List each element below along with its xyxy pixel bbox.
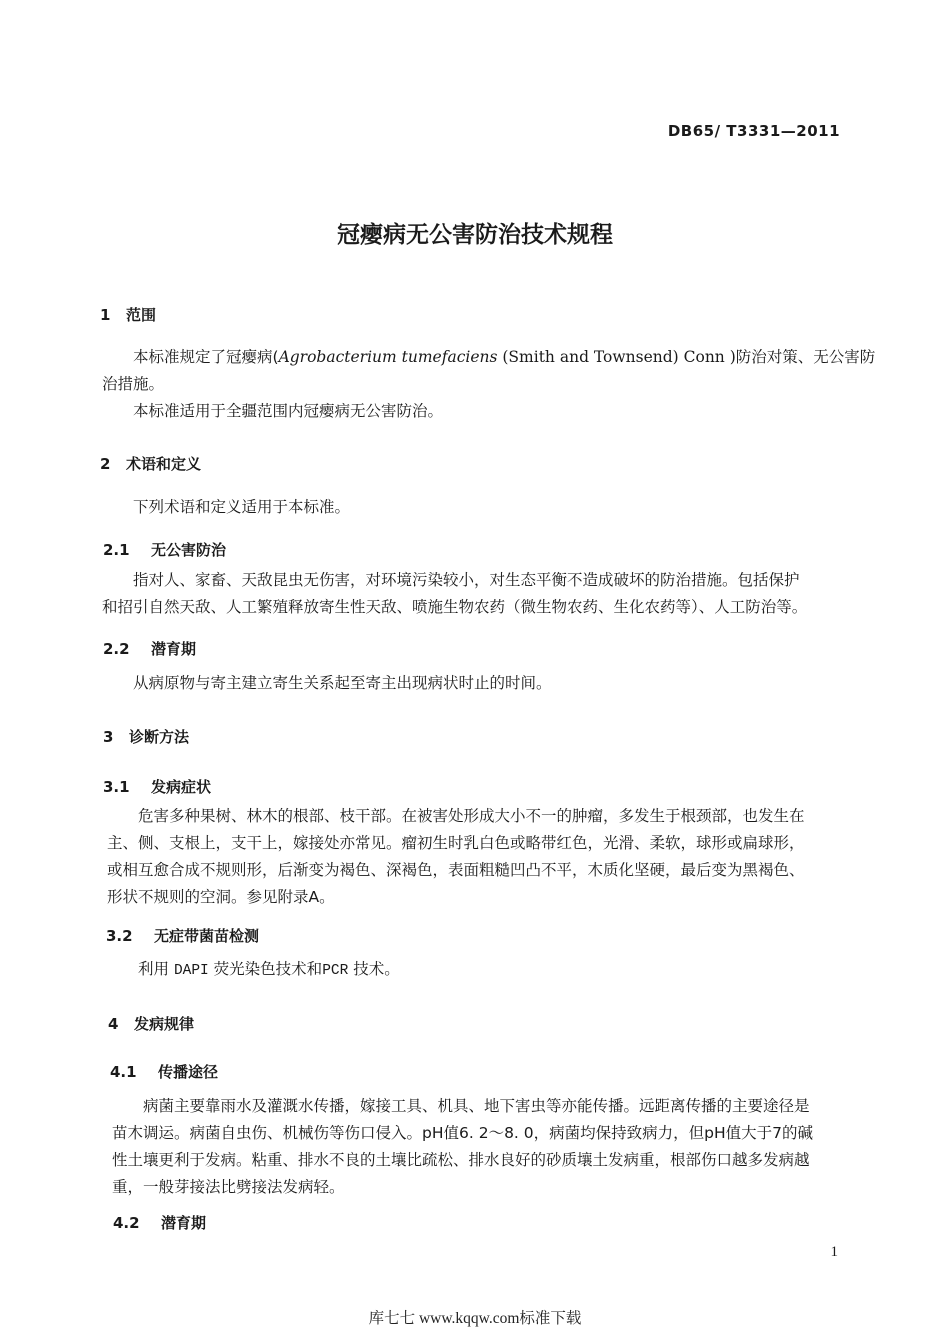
pcr-term: PCR	[322, 963, 349, 979]
section-title: 范围	[126, 306, 157, 324]
footer-watermark-link[interactable]: 库七七 www.kqqw.com标准下载	[368, 1310, 582, 1327]
text-line: 性土壤更利于发病。粘重、排水不良的土壤比疏松、排水良好的砂质壤土发病重，根部伤口越多发病越	[112, 1151, 810, 1169]
section-3-heading	[103, 726, 189, 747]
subsection-2-1-paragraph	[102, 567, 807, 621]
text-line: 主、侧、支根上，支干上，嫁接处亦常见。瘤初生时乳白色或略带红色，光滑、柔软，球形或扁球形，	[107, 834, 805, 852]
text-line: 或相互愈合成不规则形，后渐变为褐色、深褐色，表面粗糙凹凸不平，木质化坚硬，最后变为黑褐色、	[107, 861, 805, 879]
page-number: 1	[830, 1244, 838, 1260]
subsection-4-1-heading	[110, 1061, 218, 1082]
subsection-title: 潜育期	[151, 640, 197, 658]
subsection-number: 3.2	[106, 927, 133, 945]
subsection-2-1-heading	[103, 539, 226, 560]
subsection-number: 2.2	[103, 640, 130, 658]
dapi-term: DAPI	[173, 963, 209, 979]
section-title: 术语和定义	[126, 455, 202, 473]
subsection-4-2-heading	[113, 1212, 206, 1233]
subsection-number: 2.1	[103, 541, 130, 559]
subsection-3-2-heading	[106, 925, 259, 946]
section-1-heading	[100, 304, 156, 325]
text-line: 形状不规则的空洞。参见附录A。	[107, 888, 335, 906]
subsection-3-1-heading	[103, 776, 211, 797]
section-title: 发病规律	[134, 1015, 195, 1033]
subsection-2-2-heading	[103, 638, 196, 659]
subsection-title: 无症带菌苗检测	[154, 927, 260, 945]
section-1-paragraph-1	[102, 344, 875, 425]
subsection-3-2-paragraph: 利用 DAPI 荧光染色技术和PCR 技术。	[138, 960, 400, 979]
section-number: 2	[100, 455, 111, 473]
section-2-heading	[100, 453, 201, 474]
subsection-number: 4.2	[113, 1214, 140, 1232]
text-line: 本标准适用于全疆范围内冠瘿病无公害防治。	[133, 402, 444, 420]
subsection-2-2-paragraph: 从病原物与寄主建立寄生关系起至寄主出现病状时止的时间。	[133, 674, 552, 692]
subsection-title: 传播途径	[158, 1063, 219, 1081]
section-4-heading	[108, 1013, 194, 1034]
section-number: 4	[108, 1015, 119, 1033]
text-line: 重，一般芽接法比劈接法发病轻。	[112, 1178, 345, 1196]
text-line: 治措施。	[102, 375, 165, 393]
section-title: 诊断方法	[129, 728, 190, 746]
text-line: 指对人、家畜、天敌昆虫无伤害，对环境污染较小，对生态平衡不造成破坏的防治措施。包括保护	[133, 571, 800, 589]
text-line: 和招引自然天敌、人工繁殖释放寄生性天敌、喷施生物农药（微生物农药、生化农药等）、人工防治等。	[102, 598, 808, 616]
text-line: 本标准规定了冠瘿病(Agrobacterium tumefaciens (Smith and Townsend) Conn )防治对策、无公害防	[133, 348, 876, 366]
subsection-title: 潜育期	[161, 1214, 207, 1232]
section-2-intro: 下列术语和定义适用于本标准。	[133, 498, 351, 516]
subsection-title: 发病症状	[151, 778, 212, 796]
text-line: 危害多种果树、林木的根部、枝干部。在被害处形成大小不一的肿瘤，多发生于根颈部，也发生在	[138, 807, 805, 825]
section-number: 1	[100, 306, 111, 324]
subsection-3-1-paragraph	[107, 803, 805, 911]
subsection-number: 3.1	[103, 778, 130, 796]
latin-authors: (Smith and Townsend) Conn )	[497, 348, 736, 366]
section-number: 3	[103, 728, 114, 746]
subsection-number: 4.1	[110, 1063, 137, 1081]
page-title: 冠瘿病无公害防治技术规程	[337, 222, 613, 248]
text-line: 病菌主要靠雨水及灌溉水传播，嫁接工具、机具、地下害虫等亦能传播。远距离传播的主要途径是	[143, 1097, 810, 1115]
subsection-4-1-paragraph	[112, 1093, 813, 1201]
subsection-title: 无公害防治	[151, 541, 227, 559]
text-line: 苗木调运。病菌自虫伤、机械伤等伤口侵入。pH值6. 2～8. 0，病菌均保持致病力，但pH值大于7的碱	[112, 1124, 814, 1142]
latin-name: Agrobacterium tumefaciens	[278, 348, 498, 366]
document-number: DB65/ T3331—2011	[667, 122, 840, 140]
